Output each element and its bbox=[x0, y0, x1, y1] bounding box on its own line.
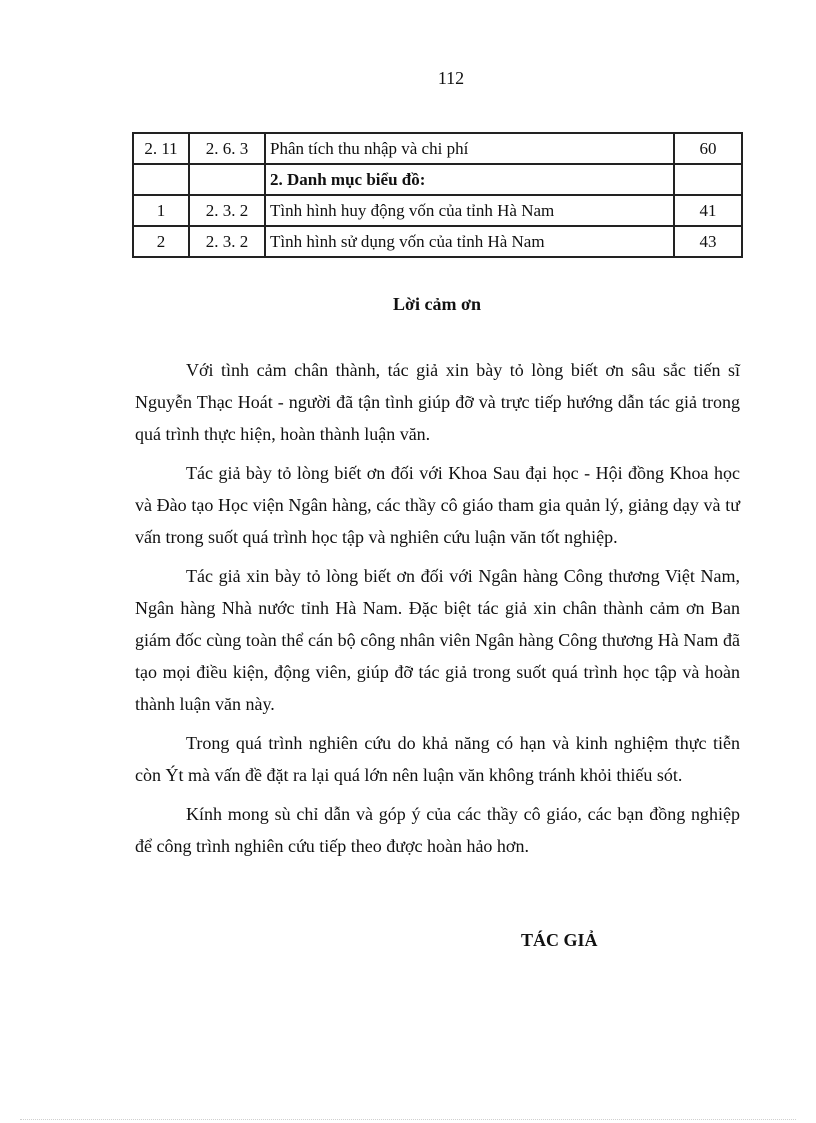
row-title: Phân tích thu nhập và chi phí bbox=[265, 133, 674, 164]
acknowledgement-paragraph: Kính mong sù chỉ dẫn và góp ý của các thầy cô giáo, các bạn đồng nghiệp để công trình nghiên cứu tiếp theo được hoàn hảo hơn. bbox=[135, 804, 740, 856]
row-number bbox=[133, 164, 189, 195]
page-bottom-divider bbox=[20, 1119, 796, 1120]
table-row bbox=[133, 164, 742, 195]
row-number: 2. 11 bbox=[133, 133, 189, 164]
row-page bbox=[674, 164, 742, 195]
table-row bbox=[133, 133, 742, 164]
acknowledgement-heading: Lời cảm ơn bbox=[393, 294, 481, 314]
row-number: 2 bbox=[133, 226, 189, 257]
row-title: 2. Danh mục biểu đồ: bbox=[265, 164, 674, 195]
row-page: 60 bbox=[674, 133, 742, 164]
section-number: 2. 6. 3 bbox=[189, 133, 265, 164]
figure-list-table bbox=[132, 132, 743, 258]
row-title: Tình hình sử dụng vốn của tỉnh Hà Nam bbox=[265, 226, 674, 257]
row-page: 41 bbox=[674, 195, 742, 226]
acknowledgement-paragraph: Tác giả bày tỏ lòng biết ơn đối với Khoa Sau đại học - Hội đồng Khoa học và Đào tạo Học viện Ngân hàng, các thầy cô giáo tham gia quản lý, giảng dạy và tư vấn trong suốt quá trình học tập và nghiên cứu luận văn tốt nghiệp. bbox=[135, 463, 740, 547]
section-number: 2. 3. 2 bbox=[189, 226, 265, 257]
section-number bbox=[189, 164, 265, 195]
section-number: 2. 3. 2 bbox=[189, 195, 265, 226]
page-number: 112 bbox=[437, 68, 465, 88]
table-row bbox=[133, 226, 742, 257]
acknowledgement-body bbox=[135, 354, 740, 869]
table-row bbox=[133, 195, 742, 226]
row-title: Tình hình huy động vốn của tỉnh Hà Nam bbox=[265, 195, 674, 226]
acknowledgement-paragraph: Tác giả xin bày tỏ lòng biết ơn đối với Ngân hàng Công thương Việt Nam, Ngân hàng Nhà nước tỉnh Hà Nam. Đặc biệt tác giả xin chân thành cảm ơn Ban giám đốc cùng toàn thể cán bộ công nhân viên Ngân hàng Công thương Hà Nam đã tạo mọi điều kiện, động viên, giúp đỡ tác giả trong suốt quá trình học tập và hoàn thành luận văn này. bbox=[135, 566, 740, 714]
acknowledgement-paragraph: Với tình cảm chân thành, tác giả xin bày tỏ lòng biết ơn sâu sắc tiến sĩ Nguyễn Thạc Hoát - người đã tận tình giúp đỡ và trực tiếp hướng dẫn tác giả trong quá trình thực hiện, hoàn thành luận văn. bbox=[135, 360, 740, 444]
acknowledgement-paragraph: Trong quá trình nghiên cứu do khả năng có hạn và kinh nghiệm thực tiễn còn Ýt mà vấn đề đặt ra lại quá lớn nên luận văn không tránh khỏi thiếu sót. bbox=[135, 733, 740, 785]
row-page: 43 bbox=[674, 226, 742, 257]
row-number: 1 bbox=[133, 195, 189, 226]
author-signature: TÁC GIẢ bbox=[521, 930, 598, 950]
